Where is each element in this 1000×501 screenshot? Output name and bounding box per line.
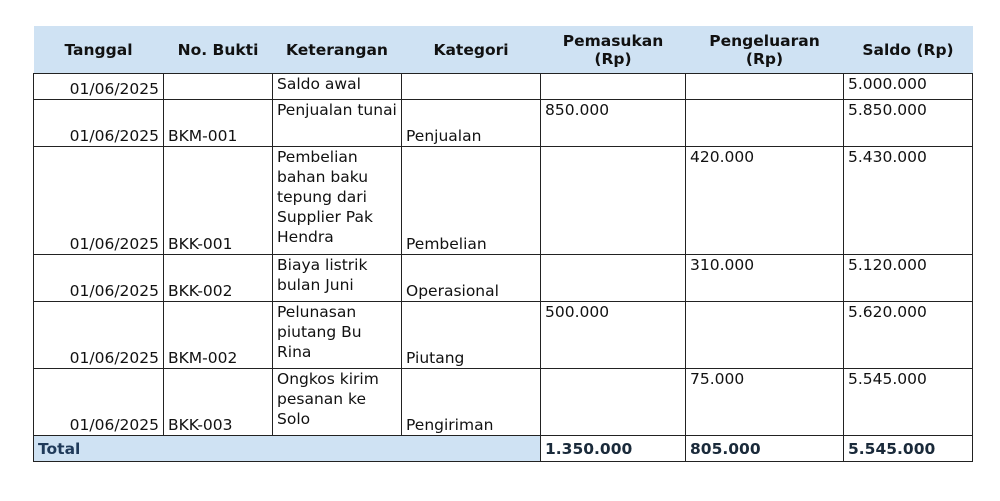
cell-tanggal: 01/06/2025 bbox=[34, 369, 164, 436]
table-row bbox=[34, 100, 973, 147]
total-pengeluaran: 805.000 bbox=[686, 436, 844, 462]
total-pemasukan: 1.350.000 bbox=[541, 436, 686, 462]
cell-masuk bbox=[541, 255, 686, 302]
cell-bukti: BKK-002 bbox=[164, 255, 273, 302]
cell-keterangan: Pembelian bahan baku tepung dari Supplier Pak Hendra bbox=[273, 147, 402, 255]
cell-keterangan: Biaya listrik bulan Juni bbox=[273, 255, 402, 302]
cell-bukti: BKK-001 bbox=[164, 147, 273, 255]
cell-keterangan: Saldo awal bbox=[273, 74, 402, 100]
cell-keterangan: Penjualan tunai bbox=[273, 100, 402, 147]
cell-masuk bbox=[541, 369, 686, 436]
header-pemasukan: Pemasukan (Rp) bbox=[541, 26, 686, 74]
header-kategori: Kategori bbox=[402, 26, 541, 74]
total-row bbox=[34, 436, 973, 462]
table-row bbox=[34, 147, 973, 255]
cell-saldo: 5.545.000 bbox=[844, 369, 973, 436]
cell-masuk: 850.000 bbox=[541, 100, 686, 147]
cell-bukti: BKK-003 bbox=[164, 369, 273, 436]
cell-saldo: 5.850.000 bbox=[844, 100, 973, 147]
cell-kategori: Pembelian bbox=[402, 147, 541, 255]
cell-saldo: 5.430.000 bbox=[844, 147, 973, 255]
header-pengeluaran: Pengeluaran (Rp) bbox=[686, 26, 844, 74]
table-row bbox=[34, 255, 973, 302]
cell-keterangan: Ongkos kirim pesanan ke Solo bbox=[273, 369, 402, 436]
cell-kategori: Penjualan bbox=[402, 100, 541, 147]
cash-book-table bbox=[33, 26, 973, 462]
cell-masuk bbox=[541, 74, 686, 100]
cell-keluar: 420.000 bbox=[686, 147, 844, 255]
cell-keluar bbox=[686, 74, 844, 100]
cell-saldo: 5.120.000 bbox=[844, 255, 973, 302]
total-saldo: 5.545.000 bbox=[844, 436, 973, 462]
cell-saldo: 5.000.000 bbox=[844, 74, 973, 100]
cell-kategori: Pengiriman bbox=[402, 369, 541, 436]
cell-keluar: 310.000 bbox=[686, 255, 844, 302]
header-keterangan: Keterangan bbox=[273, 26, 402, 74]
cell-kategori: Operasional bbox=[402, 255, 541, 302]
table-row bbox=[34, 74, 973, 100]
cell-tanggal: 01/06/2025 bbox=[34, 255, 164, 302]
cell-keterangan: Pelunasan piutang Bu Rina bbox=[273, 302, 402, 369]
cell-kategori bbox=[402, 74, 541, 100]
header-tanggal: Tanggal bbox=[34, 26, 164, 74]
header-row bbox=[34, 26, 973, 74]
cell-tanggal: 01/06/2025 bbox=[34, 302, 164, 369]
header-saldo: Saldo (Rp) bbox=[844, 26, 973, 74]
cell-bukti: BKM-001 bbox=[164, 100, 273, 147]
cell-keluar: 75.000 bbox=[686, 369, 844, 436]
cell-tanggal: 01/06/2025 bbox=[34, 74, 164, 100]
cell-keluar bbox=[686, 302, 844, 369]
cell-saldo: 5.620.000 bbox=[844, 302, 973, 369]
total-label: Total bbox=[34, 436, 541, 462]
table-row bbox=[34, 369, 973, 436]
cell-masuk: 500.000 bbox=[541, 302, 686, 369]
cell-masuk bbox=[541, 147, 686, 255]
header-no-bukti: No. Bukti bbox=[164, 26, 273, 74]
table-row bbox=[34, 302, 973, 369]
cell-keluar bbox=[686, 100, 844, 147]
cell-bukti bbox=[164, 74, 273, 100]
cell-tanggal: 01/06/2025 bbox=[34, 100, 164, 147]
cell-bukti: BKM-002 bbox=[164, 302, 273, 369]
cell-tanggal: 01/06/2025 bbox=[34, 147, 164, 255]
cell-kategori: Piutang bbox=[402, 302, 541, 369]
